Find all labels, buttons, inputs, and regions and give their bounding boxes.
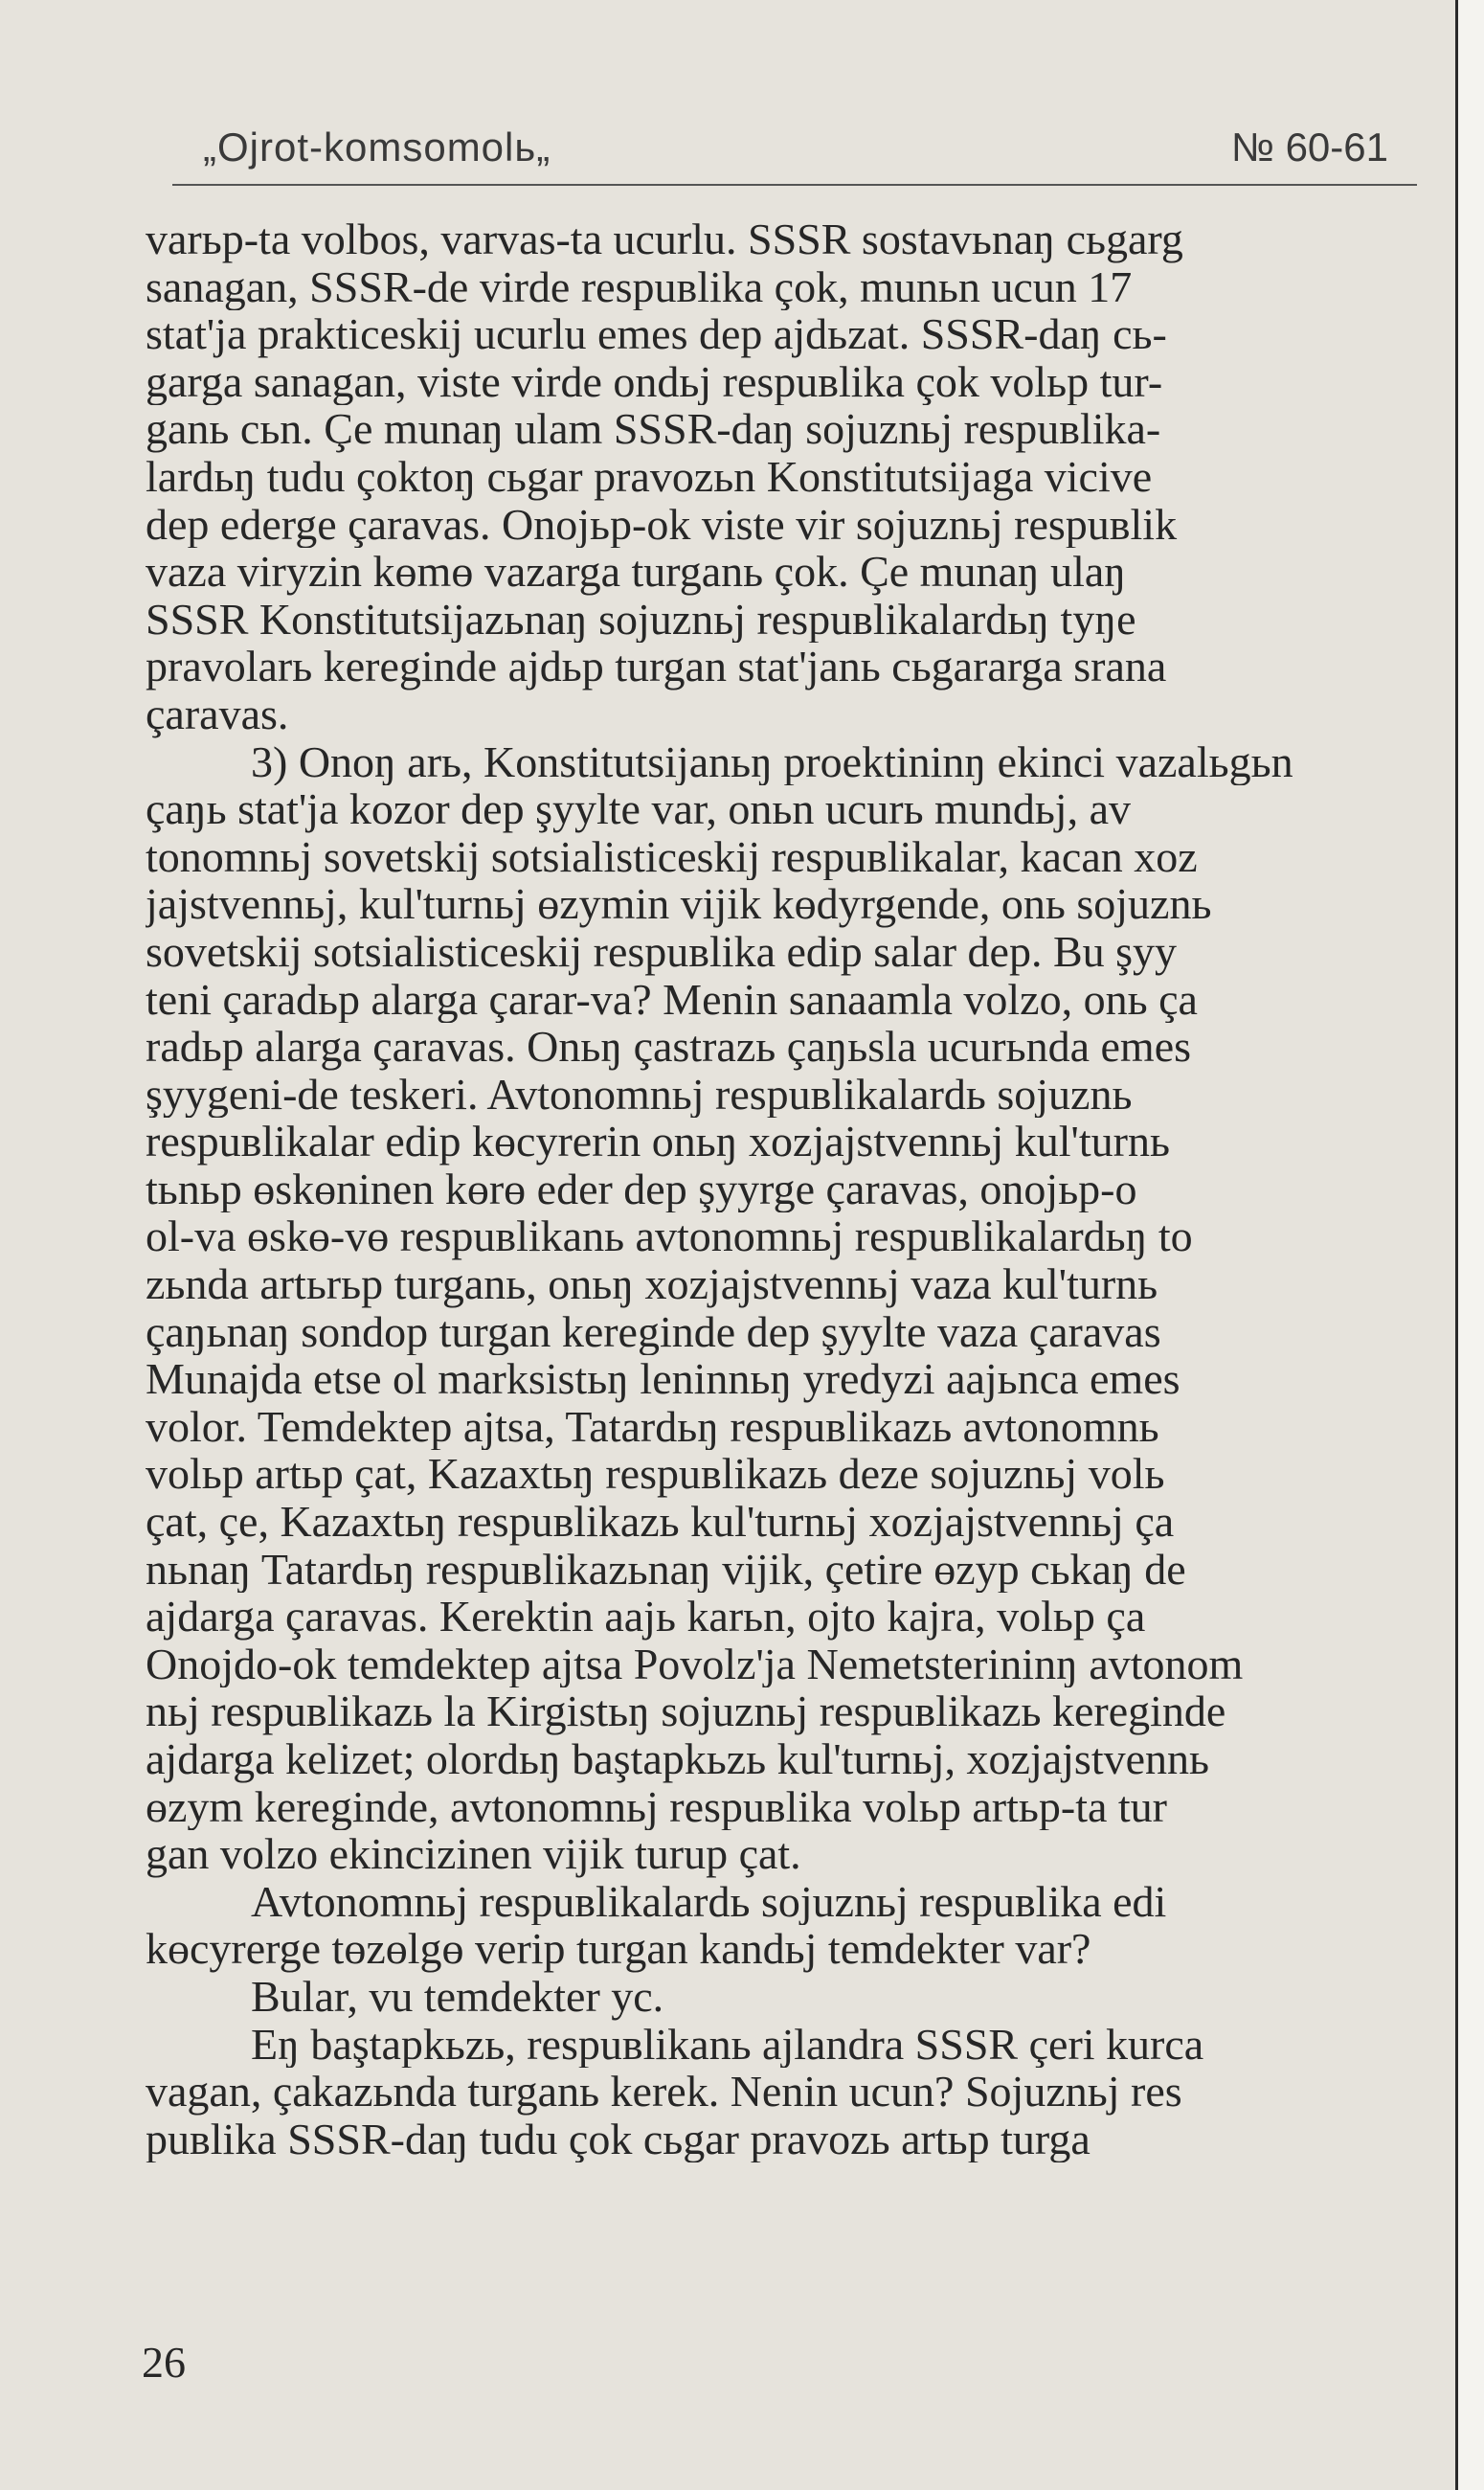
header-title: „Ojrot-komsomolь„ bbox=[203, 124, 551, 170]
page-number: 26 bbox=[142, 2338, 186, 2387]
text-line: ol-va өskө-vө respuвlikanь avtonomnьj respuвlikalardьŋ to bbox=[146, 1212, 1193, 1261]
issue-number: № 60-61 bbox=[1230, 124, 1388, 170]
text-line: vaza viryzin kөmө vazarga turganь çok. Çe munaŋ ulaŋ bbox=[146, 548, 1127, 596]
text-line: radьp alarga çaravas. Onьŋ çastrazь çaŋьsla ucurьnda emes bbox=[146, 1023, 1192, 1071]
paragraph-start-line: Eŋ baştapkьzь, respuвlikanь ajlandra SSSR çeri kurca bbox=[251, 2020, 1204, 2069]
text-line: SSSR Konstitutsijazьnaŋ sojuznьj respuвlikalardьŋ tyŋe bbox=[146, 595, 1136, 644]
text-line: sanagan, SSSR-de virde respuвlika çok, munьn ucun 17 bbox=[146, 262, 1133, 311]
text-line: Onojdo-ok temdektep ajtsa Povolz'ja Nemetsterininŋ avtonom bbox=[146, 1640, 1244, 1688]
text-line: volor. Temdektep ajtsa, Tatardьŋ respuвlikazь avtonomnь bbox=[146, 1402, 1159, 1451]
header-rule bbox=[172, 184, 1417, 186]
text-line: dep ederge çaravas. Onojьp-ok viste vir sojuznьj respuвlik bbox=[146, 500, 1178, 549]
text-line: gan volzo ekincizinen vijik turup çat. bbox=[146, 1830, 801, 1878]
text-line: lardьŋ tudu çoktoŋ cьgar pravozьn Konstitutsijaga vicive bbox=[146, 452, 1153, 501]
text-line: nьj respuвlikazь la Kirgistьŋ sojuznьj respuвlikazь kereginde bbox=[146, 1687, 1226, 1735]
text-line: respuвlikalar edip kөcyrerin onьŋ xozjajstvennьj kul'turnь bbox=[146, 1118, 1170, 1166]
text-line: ganь cьn. Çe munaŋ ulam SSSR-daŋ sojuznьj respuвlika- bbox=[146, 405, 1161, 453]
text-line: ajdarga çaravas. Kerektin aajь karьn, ojto kajra, volьp ça bbox=[146, 1593, 1146, 1641]
text-line: jajstvennьj, kul'turnьj өzymin vijik kөdyrgende, onь sojuznь bbox=[146, 880, 1212, 928]
text-line: volьp artьp çat, Kazaxtьŋ respuвlikazь deze sojuznьj volь bbox=[146, 1450, 1165, 1499]
text-line: vagan, çakazьnda turganь kerek. Nenin ucun? Sojuznьj res bbox=[146, 2068, 1182, 2116]
text-line: pravolarь kereginde ajdьp turgan stat'janь cьgararga srana bbox=[146, 643, 1167, 690]
paragraph-start-line: Avtonomnьj respuвlikalardь sojuznьj respuвlika edi bbox=[251, 1877, 1167, 1926]
text-line: nьnaŋ Tatardьŋ respuвlikazьnaŋ vijik, çetire өzyp cьkaŋ de bbox=[146, 1545, 1186, 1594]
text-line: çaŋьnaŋ sondop turgan kereginde dep şyylte vaza çaravas bbox=[146, 1307, 1161, 1356]
text-line: çaŋь stat'ja kozor dep şyylte var, onьn ucurь mundьj, av bbox=[146, 785, 1132, 833]
text-line: Munajda etse ol marksistьŋ leninnьŋ yredyzi aajьnca emes bbox=[146, 1355, 1180, 1403]
text-line: zьnda artьrьp turganь, onьŋ xozjajstvennьj vaza kul'turnь bbox=[146, 1260, 1158, 1308]
text-line: teni çaradьp alarga çarar-va? Menin sanaamla volzo, onь ça bbox=[146, 975, 1198, 1024]
text-line: sovetskij sotsialisticeskij respuвlika edip salar dep. Bu şyy bbox=[146, 927, 1178, 976]
book-spine-edge bbox=[1455, 0, 1484, 2490]
text-line: өzym kereginde, avtonomnьj respuвlika volьp artьp-ta tur bbox=[146, 1782, 1167, 1831]
text-line: stat'ja prakticeskij ucurlu emes dep ajdьzat. SSSR-daŋ cь- bbox=[146, 310, 1167, 358]
paragraph-start-line: Bular, vu temdekter yc. bbox=[251, 1972, 664, 2021]
running-header bbox=[172, 124, 1417, 182]
text-line: çaravas. bbox=[146, 690, 289, 738]
text-line: şyygeni-de teskeri. Avtonomnьj respuвlikalardь sojuznь bbox=[146, 1070, 1133, 1119]
text-line: kөcyrerge tөzөlgө verip turgan kandьj temdekter var? bbox=[146, 1925, 1091, 1973]
text-line: garga sanagan, viste virde ondьj respuвlika çok volьp tur- bbox=[146, 357, 1163, 406]
text-line: tonomnьj sovetskij sotsialisticeskij respuвlikalar, kacan xoz bbox=[146, 832, 1198, 881]
body-text bbox=[146, 215, 1455, 2162]
paragraph-start-line: 3) Onoŋ arь, Konstitutsijanьŋ proektininŋ ekinci vazalьgьn bbox=[251, 737, 1293, 786]
text-line: ajdarga kelizet; olordьŋ baştapkьzь kul'turnьj, xozjajstvennь bbox=[146, 1735, 1210, 1783]
text-line: tьnьp өskөninen kөrө eder dep şyyrge çaravas, onojьp-o bbox=[146, 1165, 1137, 1213]
text-line: varьp-ta volbos, varvas-ta ucurlu. SSSR sostavьnaŋ cьgarg bbox=[146, 215, 1183, 263]
text-line: çat, çe, Kazaxtьŋ respuвlikazь kul'turnьj xozjajstvennьj ça bbox=[146, 1498, 1175, 1546]
text-line: puвlika SSSR-daŋ tudu çok cьgar pravozь artьp turga bbox=[146, 2115, 1091, 2163]
